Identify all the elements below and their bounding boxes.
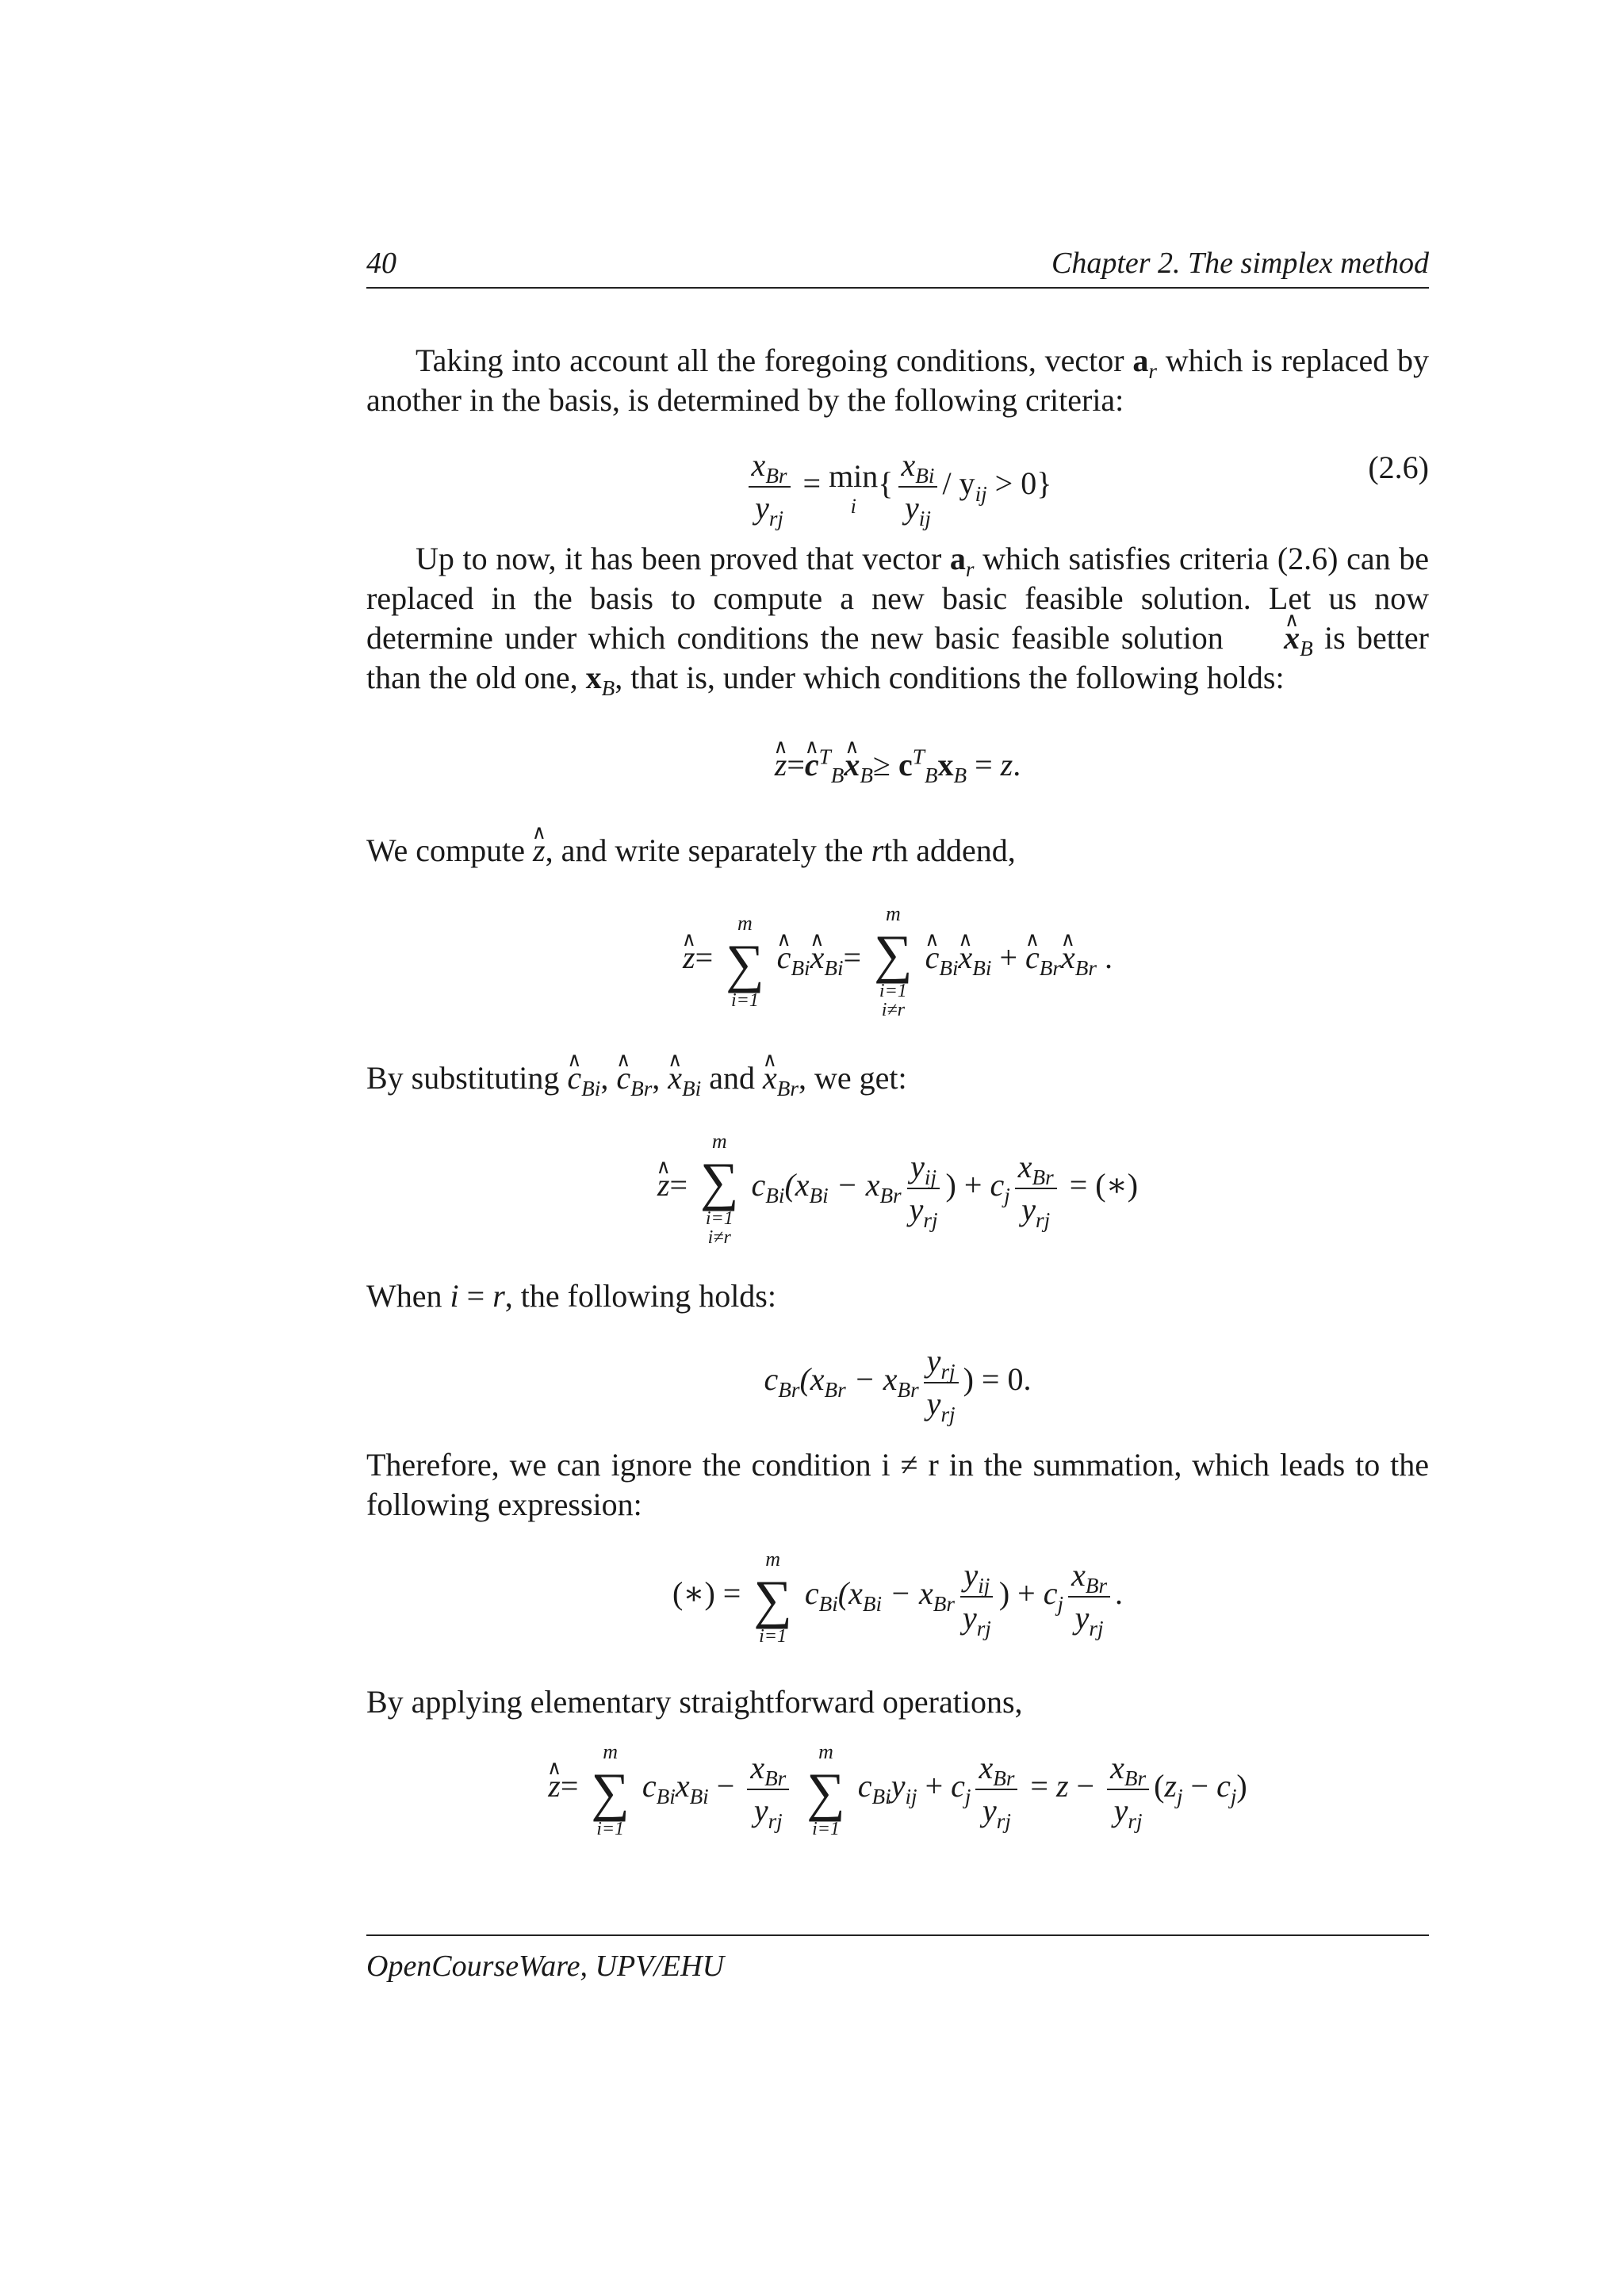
paragraph-1: Taking into account all the foregoing conditions, vector $a_r$ which is replaced by another in the basis, is determined by the following criteria: (366, 342, 1429, 418)
equation-2-6: $\frac{x_{Br}}{y_{rj}}$ = min i { $\frac{x_{Bi}}{y_{ij}}$ / $y_{ij} > 0$} (2.6) (366, 448, 1429, 526)
paragraph-2-text-a: Up to now, it has been proved that vector (416, 541, 950, 576)
equation-i-equals-r: $c_{Br}(x_{Br} - x_{Br}$ $\frac{y_{rj}}{y_{rj}}$ ) = 0. (764, 1343, 1032, 1426)
paragraph-7: By applying elementary straightforward operations, (366, 1684, 1023, 1720)
paragraph-4: By substituting ∧ $c_{Bi}$, ∧ $c_{Br}$, ∧ $x_{Bi}$ and ∧ $x_{Br}$, we get: (366, 1058, 1429, 1098)
equation-z-inequality: ∧ z=∧ $c^T_B\wedge$ $x_B\ge c^T_Bx_B = z$. (366, 745, 1429, 785)
paragraph-2-text-d: , that is, under which conditions the following holds: (615, 660, 1285, 695)
paragraph-2-text-c: is better than the old one, (366, 620, 1429, 695)
equation-z-substituted: ∧ z= m ∑ i=1 i≠r $c_{Bi}(x_{Bi} - x_{Br}$ $\frac{y_{ij}}{y_{rj}}$ ) + $c_j$ $\frac{x_{Br}}{y_{rj}}$ = (∗) (366, 1130, 1429, 1247)
paragraph-4-text-b: and (701, 1060, 763, 1096)
paragraph-4-text-a: By substituting (366, 1060, 568, 1096)
equation-star: (∗) = m ∑ i=1 $c_{Bi}(x_{Bi} - x_{Br}$ $\frac{y_{ij}}{y_{rj}}$ ) + $c_j$ $\frac{x_{Br}}{y_{rj}}$ . (672, 1548, 1124, 1647)
min-operator: min (829, 458, 879, 494)
page-header (366, 247, 1429, 289)
paragraph-1-text-a: Taking into account all the foregoing conditions, vector (416, 342, 1133, 378)
paragraph-2-text-b: which satisfies criteria (2.6) can be replaced in the basis to compute a new basic feasible solution. Let us now determine under which conditions the new basic feasible solution (366, 541, 1430, 656)
page-number: 40 (366, 247, 396, 280)
eq-condition: / y (942, 465, 975, 502)
paragraph-1-text-b: which is replaced by another in the basis, is determined by the following criteria: (366, 342, 1429, 418)
running-title: Chapter 2. The simplex method (1051, 247, 1429, 280)
paragraph-3-text-c: th addend, (883, 832, 1016, 868)
paragraph-6: Therefore, we can ignore the condition i ≠ r in the summation, which leads to the following expression: (366, 1447, 1429, 1522)
page-footer (366, 1934, 1429, 1984)
paragraph-5-text-a: When (366, 1278, 450, 1314)
paragraph-3: We compute ∧ z, and write separately the rth addend, (366, 831, 1429, 871)
paragraph-2: Up to now, it has been proved that vector $a_r$ which satisfies criteria (2.6) can be replaced in the basis to compute a new basic feasible solution. Let us now determine under which conditions the new basic feasible solution ∧ $x_B$ is better than the old one, $x_B$, that is, under which conditions the following holds: (366, 539, 1429, 698)
eq-condition-end: > 0} (986, 465, 1052, 502)
footer-text: OpenCourseWare, UPV/EHU (366, 1950, 725, 1983)
equation-final: ∧ z= m ∑ i=1 $c_{Bi}x_{Bi}$ − $\frac{x_{Br}}{y_{rj}}$ m ∑ i=1 $c_{Bi}y_{ij} + c_j$ $\frac{x_{Br}}{y_{rj}}$ = z − $\frac{x_{Br}}{y_{rj}}$ $(z_j - c_j)$ (366, 1740, 1429, 1839)
equation-number: (2.6) (1368, 450, 1429, 485)
min-subscript: i (850, 495, 856, 518)
paragraph-5-text-b: , the following holds: (504, 1278, 776, 1314)
paragraph-4-text-c: , we get: (798, 1060, 907, 1096)
paragraph-5: When i = r, the following holds: (366, 1278, 776, 1314)
paragraph-3-text-b: , and write separately the (545, 832, 871, 868)
paragraph-3-text-a: We compute (366, 832, 534, 868)
equation-z-sum-split: ∧ z= m ∑ i=1 ∧ $c_{Bi}\wedge$ $x_{Bi}=$ m ∑ i=1 i≠r ∧ $c_{Bi}\wedge$ $x_{Bi}$ + ∧ $c_{Br}\wedge$ $x_{Br}$ . (366, 902, 1429, 1020)
